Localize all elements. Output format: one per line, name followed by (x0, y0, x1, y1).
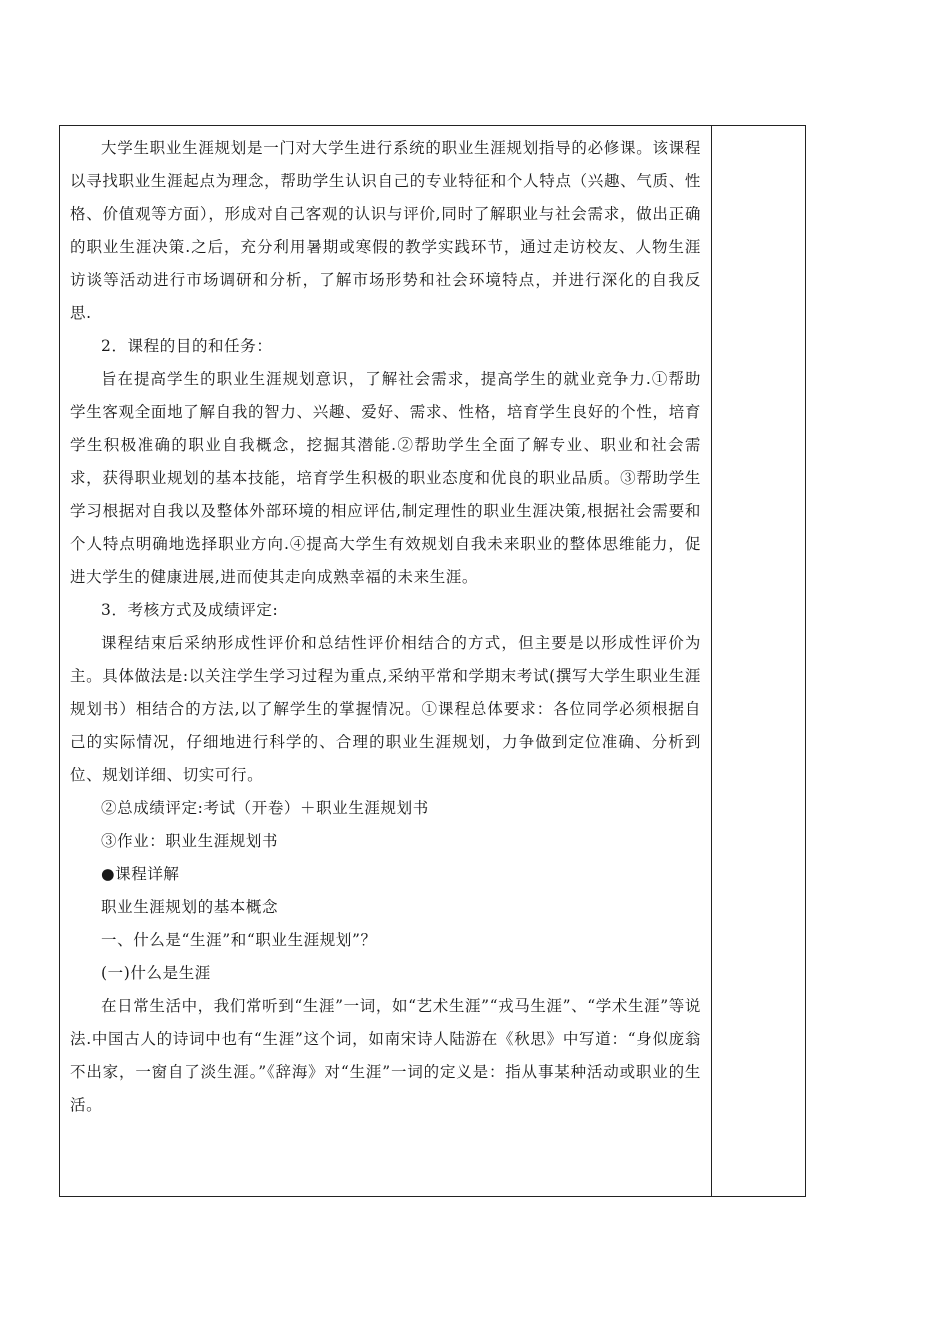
paragraph-course-intro: 大学生职业生涯规划是一门对大学生进行系统的职业生涯规划指导的必修课。该课程以寻找职业生涯起点为理念，帮助学生认识自己的专业特征和个人特点（兴趣、气质、性格、价值观等方面），形成对自己客观的认识与评价,同时了解职业与社会需求，做出正确的职业生涯决策.之后，充分利用暑期或寒假的教学实践环节，通过走访校友、人物生涯访谈等活动进行市场调研和分析，了解市场形势和社会环境特点，并进行深化的自我反思. (70, 139, 701, 322)
heading-basic-concepts: 职业生涯规划的基本概念 (101, 898, 279, 916)
paragraph-career-definition: 在日常生活中，我们常听到“生涯”一词，如“艺术生涯”“戎马生涯”、“学术生涯”等说法.中国古人的诗词中也有“生涯”这个词，如南宋诗人陆游在《秋思》中写道：“身似庞翁不出家，一窗自了淡生涯。”《辞海》对“生涯”一词的定义是：指从事某种活动或职业的生活。 (70, 997, 701, 1114)
paragraph-total-grade: ②总成绩评定:考试（开卷）＋职业生涯规划书 (101, 799, 429, 817)
heading-subsection-one: (一)什么是生涯 (101, 964, 211, 982)
heading-purpose-and-tasks: 2．课程的目的和任务： (101, 337, 273, 355)
heading-course-details: ●课程详解 (101, 865, 180, 883)
paragraph-assessment: 课程结束后采纳形成性评价和总结性评价相结合的方式，但主要是以形成性评价为主。具体做法是:以关注学生学习过程为重点,采纳平常和学期末考试(撰写大学生职业生涯规划书）相结合的方法,以了解学生的掌握情况。①课程总体要求：各位同学必须根据自己的实际情况，仔细地进行科学的、合理的职业生涯规划，力争做到定位准确、分析到位、规划详细、切实可行。 (70, 634, 701, 784)
side-cell (712, 126, 805, 1196)
paragraph-purpose: 旨在提高学生的职业生涯规划意识，了解社会需求，提高学生的就业竞争力.①帮助学生客观全面地了解自我的智力、兴趣、爱好、需求、性格，培育学生良好的个性，培育学生积极准确的职业自我概念，挖掘其潜能.②帮助学生全面了解专业、职业和社会需求，获得职业规划的基本技能，培育学生积极的职业态度和优良的职业品质。③帮助学生学习根据对自我以及整体外部环境的相应评估,制定理性的职业生涯决策,根据社会需要和个人特点明确地选择职业方向.④提高大学生有效规划自我未来职业的整体思维能力，促进大学生的健康进展,进而使其走向成熟幸福的未来生涯。 (70, 370, 701, 586)
heading-assessment: 3．考核方式及成绩评定: (101, 601, 279, 619)
content-cell (60, 126, 712, 1196)
document-table (59, 125, 806, 1197)
heading-section-one: 一、什么是“生涯”和“职业生涯规划”？ (101, 931, 377, 949)
paragraph-homework: ③作业：职业生涯规划书 (101, 832, 279, 850)
body-text (70, 132, 701, 1122)
